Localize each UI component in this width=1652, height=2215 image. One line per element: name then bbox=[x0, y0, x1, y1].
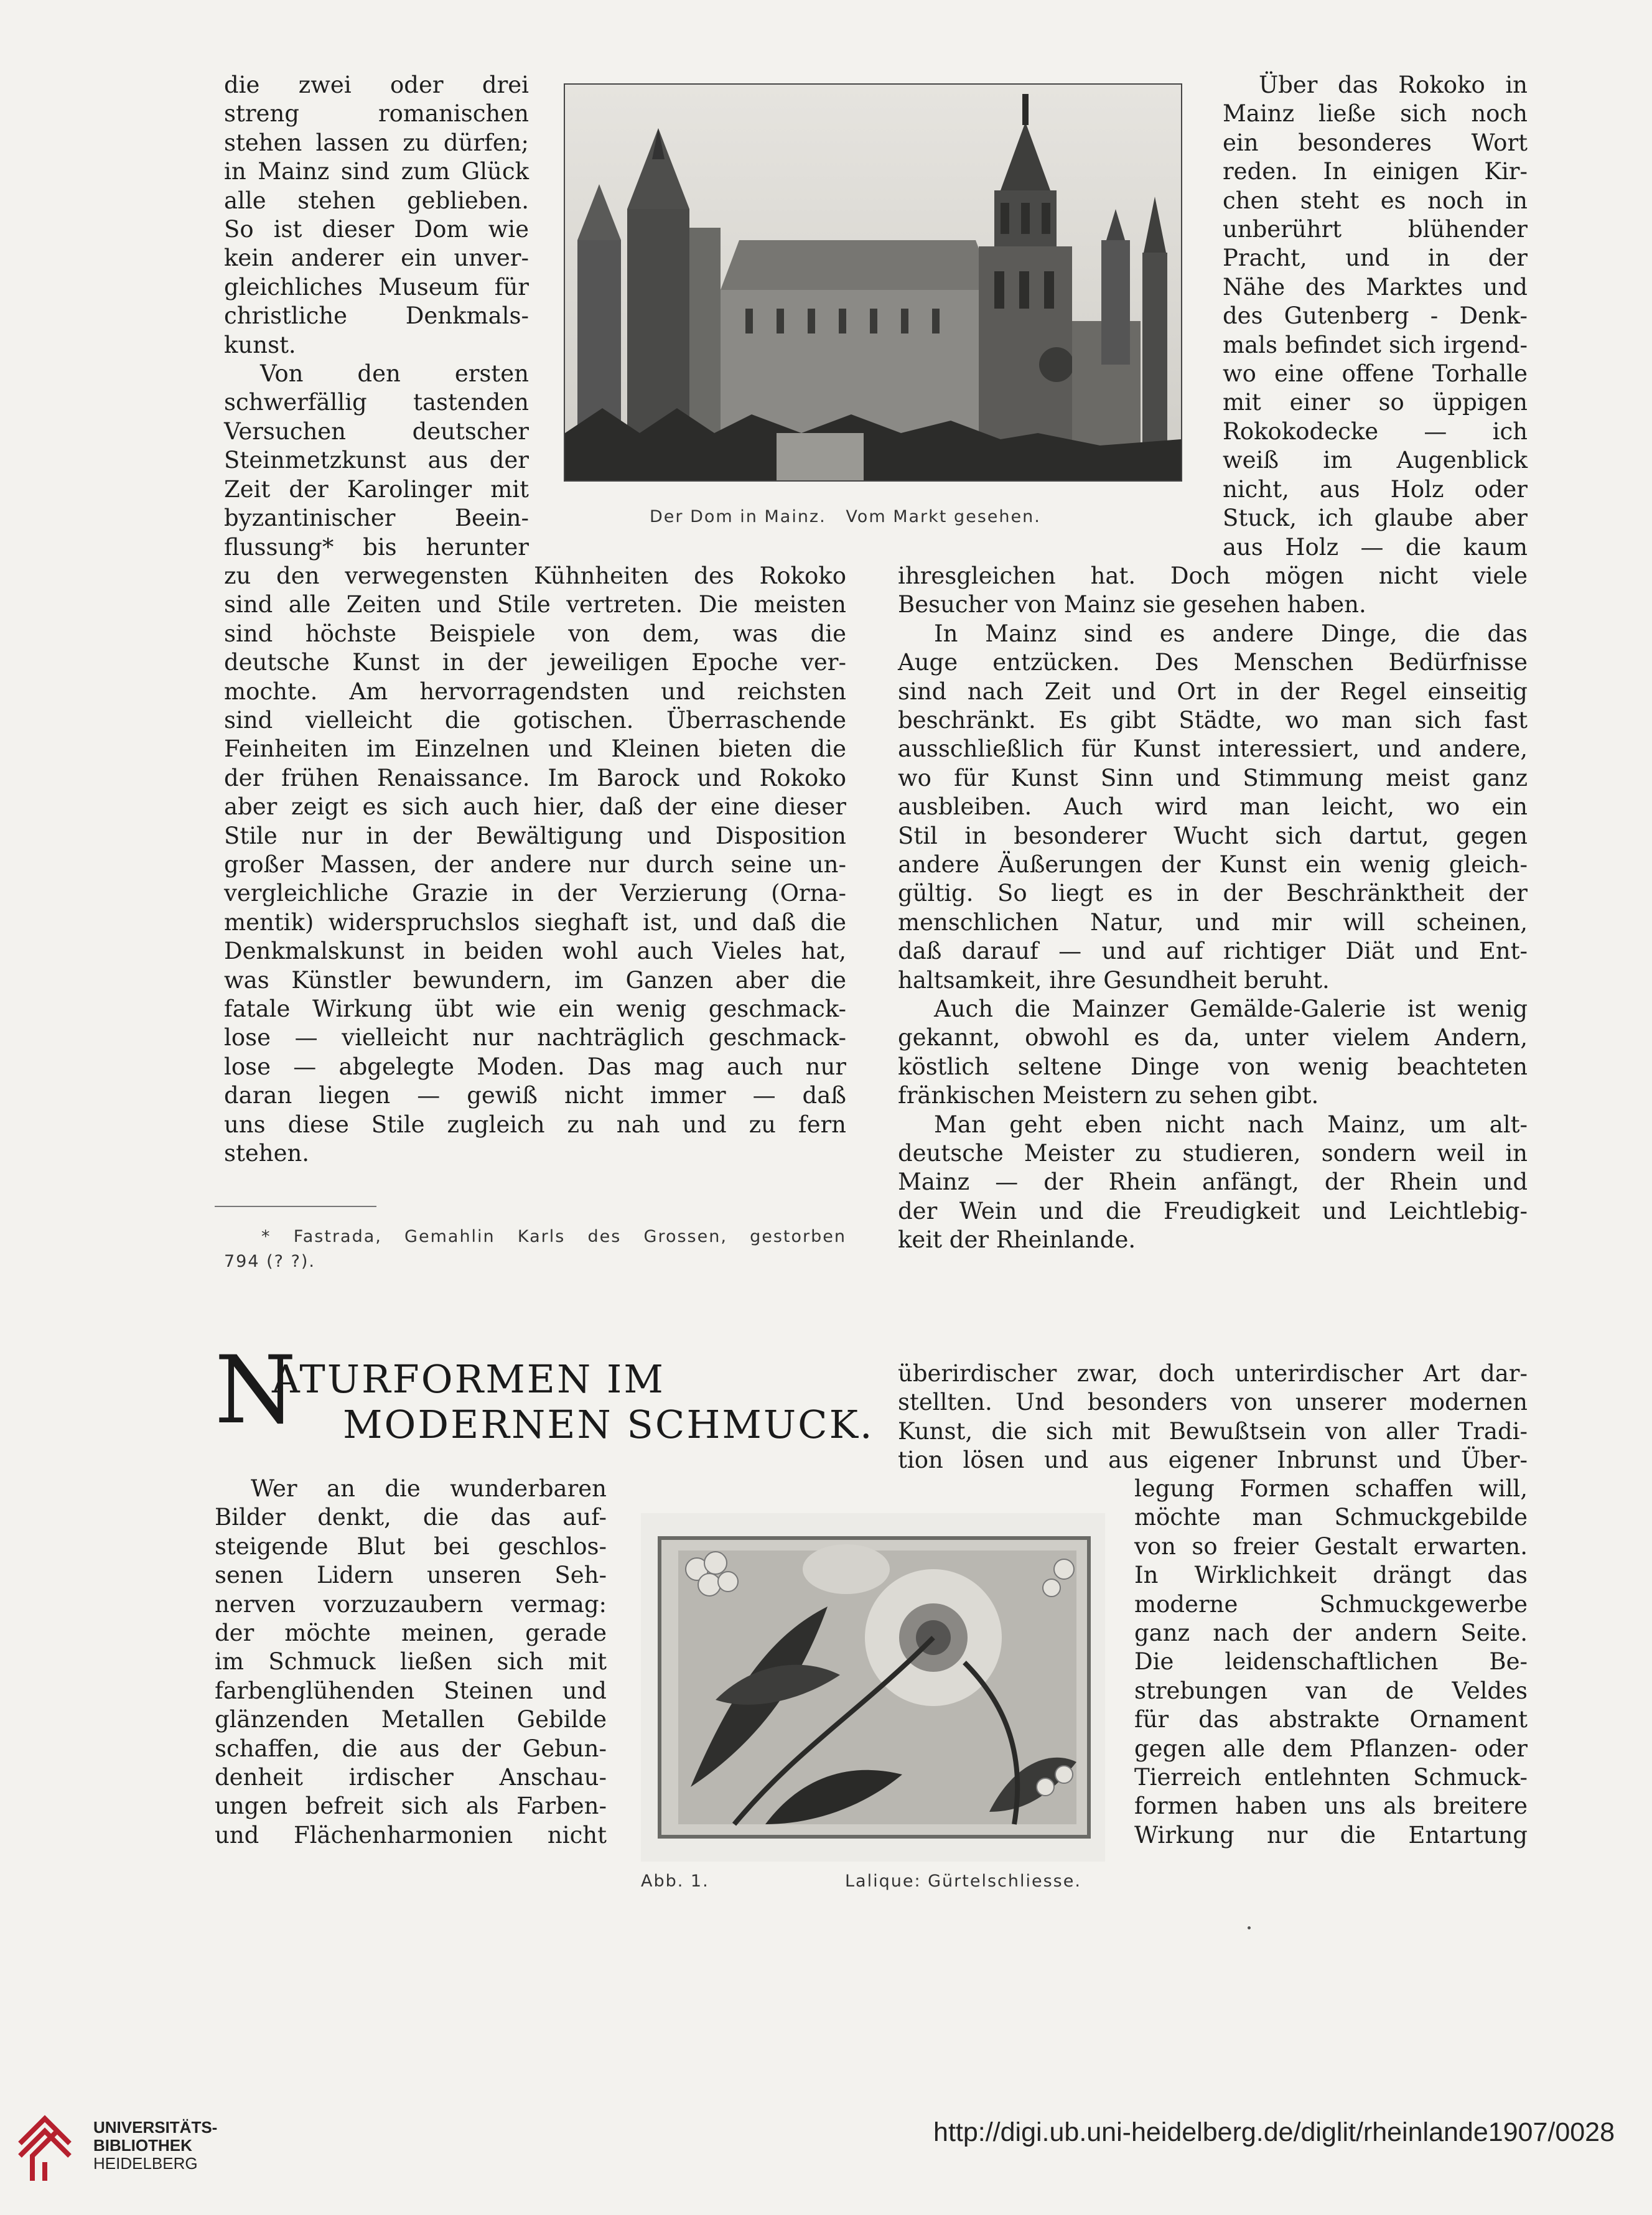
article2-left-column bbox=[215, 1475, 607, 1850]
text-line: köstlich seltene Dinge von wenig beachteten bbox=[898, 1053, 1528, 1080]
text-line: legung Formen schaffen will, bbox=[1134, 1475, 1528, 1502]
text-line: lose — vielleicht nur nachträglich geschmack- bbox=[224, 1024, 846, 1052]
page-dot bbox=[1248, 1926, 1251, 1929]
cathedral-illustration bbox=[565, 85, 1181, 480]
text-line: der Wein und die Freudigkeit und Leichtlebig- bbox=[898, 1197, 1528, 1224]
text-line: von so freier Gestalt erwarten. bbox=[1134, 1532, 1528, 1560]
text-line: steigende Blut bei geschlos- bbox=[215, 1532, 607, 1560]
text-line: Mainz ließe sich noch bbox=[1223, 100, 1528, 128]
text-line: fatale Wirkung übt wie ein wenig geschmack- bbox=[224, 996, 846, 1022]
text-line: vergleichliche Grazie in der Verzierung (Orna- bbox=[224, 880, 846, 907]
buckle-illustration bbox=[641, 1513, 1105, 1862]
text-line: im Schmuck ließen sich mit bbox=[215, 1648, 607, 1676]
text-line: schaffen, die aus der Gebun- bbox=[215, 1735, 607, 1762]
text-line: wo für Kunst Sinn und Stimmung meist ganz bbox=[898, 764, 1528, 791]
cathedral-caption: Der Dom in Mainz. Vom Markt gesehen. bbox=[650, 507, 1041, 526]
text-line: reden. In einigen Kir- bbox=[1223, 158, 1528, 185]
text-line: Mainz — der Rhein anfängt, der Rhein und bbox=[898, 1168, 1528, 1196]
library-logo-icon bbox=[14, 2112, 82, 2187]
text-line: ausschließlich für Kunst interessiert, und andere, bbox=[898, 735, 1528, 763]
text-line: tion lösen und aus eigener Inbrunst und Über- bbox=[898, 1447, 1528, 1474]
text-line: deutsche Meister zu studieren, sondern weil in bbox=[898, 1140, 1528, 1167]
text-line: sind vielleicht die gotischen. Überraschende bbox=[224, 706, 846, 734]
library-name-line-1: UNIVERSITÄTS- bbox=[93, 2118, 218, 2137]
text-line: glänzenden Metallen Gebilde bbox=[215, 1706, 607, 1733]
text-line: formen haben uns als breitere bbox=[1134, 1793, 1528, 1820]
text-line: Rokokodecke — ich bbox=[1223, 417, 1528, 445]
text-line: deutsche Kunst in der jeweiligen Epoche ver- bbox=[224, 649, 846, 676]
text-line: chen steht es noch in bbox=[1223, 187, 1528, 214]
buckle-caption-number: Abb. 1. bbox=[641, 1872, 709, 1891]
text-line: in Mainz sind zum Glück bbox=[224, 158, 529, 185]
text-line: alle stehen geblieben. bbox=[224, 187, 529, 214]
text-line: was Künstler bewundern, im Ganzen aber die bbox=[224, 966, 846, 994]
text-line: gültig. So liegt es in der Beschränktheit der bbox=[898, 880, 1528, 907]
footnote-line-2: 794 (? ?). bbox=[224, 1252, 316, 1271]
footnote-line-1: * Fastrada, Gemahlin Karls des Grossen, gestorben bbox=[261, 1227, 846, 1246]
text-line: strebungen van de Veldes bbox=[1134, 1677, 1528, 1704]
text-line: haltsamkeit, ihre Gesundheit beruht. bbox=[898, 966, 1330, 994]
text-line: unberührt blühender bbox=[1223, 216, 1528, 243]
text-line: flussung* bis herunter bbox=[224, 533, 529, 561]
text-line: mochte. Am hervorragendsten und reichsten bbox=[224, 678, 846, 705]
text-line: daß darauf — und auf richtiger Diät und Ent- bbox=[898, 938, 1528, 965]
buckle-caption-title: Lalique: Gürtelschliesse. bbox=[845, 1872, 1081, 1891]
text-line: Von den ersten bbox=[260, 360, 529, 388]
text-line: ganz nach der andern Seite. bbox=[1134, 1620, 1528, 1647]
lalique-buckle-photo bbox=[641, 1513, 1105, 1862]
library-name bbox=[93, 2119, 217, 2173]
text-line: der frühen Renaissance. Im Barock und Rokoko bbox=[224, 764, 846, 791]
text-line: Tierreich entlehnten Schmuck- bbox=[1134, 1764, 1528, 1791]
footnote bbox=[224, 1224, 846, 1274]
text-line: Nähe des Marktes und bbox=[1223, 273, 1528, 301]
digital-library-url-link[interactable]: http://digi.ub.uni-heidelberg.de/diglit/rheinlande1907/0028 bbox=[933, 2117, 1615, 2147]
text-line: Auch die Mainzer Gemälde-Galerie ist wenig bbox=[934, 996, 1528, 1022]
text-line: stehen lassen zu dürfen; bbox=[224, 129, 529, 156]
text-line: des Gutenberg - Denk- bbox=[1223, 302, 1528, 330]
text-line: Bilder denkt, die das auf- bbox=[215, 1504, 607, 1531]
text-line: großer Massen, der andere nur durch seine un- bbox=[224, 851, 846, 878]
heading-line-2: MODERNEN SCHMUCK. bbox=[343, 1402, 874, 1447]
text-line: nicht, aus Holz oder bbox=[1223, 475, 1528, 503]
text-line: Man geht eben nicht nach Mainz, um alt- bbox=[934, 1111, 1528, 1138]
text-line: senen Lidern unseren Seh- bbox=[215, 1562, 607, 1589]
text-line: zu den verwegensten Kühnheiten des Rokoko bbox=[224, 562, 846, 589]
text-line: In Mainz sind es andere Dinge, die das bbox=[934, 620, 1528, 647]
text-line: byzantinischer Beein- bbox=[224, 505, 529, 532]
text-line: Auge entzücken. Des Menschen Bedürfnisse bbox=[898, 649, 1528, 676]
text-line: stellten. Und besonders von unserer modernen bbox=[898, 1389, 1528, 1416]
text-line: und Flächenharmonien nicht bbox=[215, 1821, 607, 1849]
text-line: streng romanischen bbox=[224, 100, 529, 128]
text-line: weiß im Augenblick bbox=[1223, 447, 1528, 474]
text-line: nerven vorzuzaubern vermag: bbox=[215, 1590, 607, 1618]
text-line: überirdischer zwar, doch unterirdischer Art dar- bbox=[898, 1360, 1528, 1387]
text-line: Denkmalskunst in beiden wohl auch Vieles hat, bbox=[224, 938, 846, 965]
footnote-rule bbox=[215, 1206, 376, 1207]
text-line: Besucher von Mainz sie gesehen haben. bbox=[898, 591, 1366, 618]
text-line: schwerfällig tastenden bbox=[224, 389, 529, 416]
text-line: gleichliches Museum für bbox=[224, 273, 529, 301]
text-line: Kunst, die sich mit Bewußtsein von aller Tradi- bbox=[898, 1417, 1528, 1445]
text-line: kein anderer ein unver- bbox=[224, 245, 529, 272]
text-line: andere Äußerungen der Kunst ein wenig gleich- bbox=[898, 851, 1528, 878]
text-line: sind nach Zeit und Ort in der Regel einseitig bbox=[898, 678, 1528, 705]
text-line: moderne Schmuckgewerbe bbox=[1134, 1590, 1528, 1618]
text-line: aber zeigt es sich auch hier, daß der eine dieser bbox=[224, 793, 846, 821]
text-line: Stuck, ich glaube aber bbox=[1223, 505, 1528, 532]
text-line: gegen alle dem Pflanzen- oder bbox=[1134, 1735, 1528, 1762]
text-line: aus Holz — die kaum bbox=[1223, 533, 1528, 561]
text-line: mentik) widerspruchslos sieghaft ist, und daß die bbox=[224, 908, 846, 936]
text-line: In Wirklichkeit drängt das bbox=[1134, 1562, 1528, 1589]
text-line: farbenglühenden Steinen und bbox=[215, 1677, 607, 1704]
text-line: ihresgleichen hat. Doch mögen nicht viele bbox=[898, 562, 1528, 589]
text-line: sind alle Zeiten und Stile vertreten. Die meisten bbox=[224, 591, 846, 618]
text-line: ungen befreit sich als Farben- bbox=[215, 1793, 607, 1820]
heading-dropcap: N bbox=[215, 1336, 297, 1445]
text-line: Die leidenschaftlichen Be- bbox=[1134, 1648, 1528, 1676]
text-line: keit der Rheinlande. bbox=[898, 1226, 1136, 1254]
library-logo bbox=[14, 2112, 82, 2187]
text-line: möchte man Schmuckgebilde bbox=[1134, 1504, 1528, 1531]
text-line: So ist dieser Dom wie bbox=[224, 216, 529, 243]
cathedral-photo bbox=[564, 83, 1182, 482]
library-name-line-3: HEIDELBERG bbox=[93, 2154, 198, 2173]
text-line: daran liegen — gewiß nicht immer — daß bbox=[224, 1082, 846, 1109]
article2-right-column-narrow bbox=[1134, 1475, 1528, 1850]
text-line: Steinmetzkunst aus der bbox=[224, 447, 529, 474]
text-line: christliche Denkmals- bbox=[224, 302, 529, 330]
text-line: gekannt, obwohl es da, unter vielem Andern, bbox=[898, 1024, 1528, 1052]
text-line: Zeit der Karolinger mit bbox=[224, 475, 529, 503]
text-line: mit einer so üppigen bbox=[1223, 389, 1528, 416]
text-line: Versuchen deutscher bbox=[224, 417, 529, 445]
text-line: denheit irdischer Anschau- bbox=[215, 1764, 607, 1791]
text-line: lose — abgelegte Moden. Das mag auch nur bbox=[224, 1053, 846, 1080]
text-line: mals befindet sich irgend- bbox=[1223, 331, 1528, 358]
heading-line-1: ATURFORMEN IM bbox=[272, 1356, 665, 1402]
text-line: Feinheiten im Einzelnen und Kleinen bieten die bbox=[224, 735, 846, 763]
article-heading bbox=[215, 1336, 874, 1456]
text-line: wo eine offene Torhalle bbox=[1223, 360, 1528, 388]
text-line: kunst. bbox=[224, 331, 296, 358]
text-line: ein besonderes Wort bbox=[1223, 129, 1528, 156]
text-line: sind höchste Beispiele von dem, was die bbox=[224, 620, 846, 647]
text-line: Pracht, und in der bbox=[1223, 245, 1528, 272]
text-line: fränkischen Meistern zu sehen gibt. bbox=[898, 1082, 1319, 1109]
text-line: ausbleiben. Auch wird man leicht, wo ein bbox=[898, 793, 1528, 821]
article2-right-column-top bbox=[898, 1359, 1528, 1475]
text-line: beschränkt. Es gibt Städte, wo man sich fast bbox=[898, 706, 1528, 734]
text-line: Über das Rokoko in bbox=[1259, 72, 1528, 98]
text-line: Wirkung nur die Entartung bbox=[1134, 1821, 1528, 1849]
text-line: der möchte meinen, gerade bbox=[215, 1620, 607, 1647]
library-name-line-2: BIBLIOTHEK bbox=[93, 2136, 192, 2155]
text-line: stehen. bbox=[224, 1140, 310, 1167]
text-line: Stil in besonderer Wucht sich dartut, gegen bbox=[898, 822, 1528, 849]
text-line: für das abstrakte Ornament bbox=[1134, 1706, 1528, 1733]
text-line: die zwei oder drei bbox=[224, 72, 529, 98]
text-line: uns diese Stile zugleich zu nah und zu fern bbox=[224, 1111, 846, 1138]
text-line: menschlichen Natur, und mir will scheinen, bbox=[898, 908, 1528, 936]
text-line: Stile nur in der Bewältigung und Disposition bbox=[224, 822, 846, 849]
text-line: Wer an die wunderbaren bbox=[251, 1475, 607, 1502]
